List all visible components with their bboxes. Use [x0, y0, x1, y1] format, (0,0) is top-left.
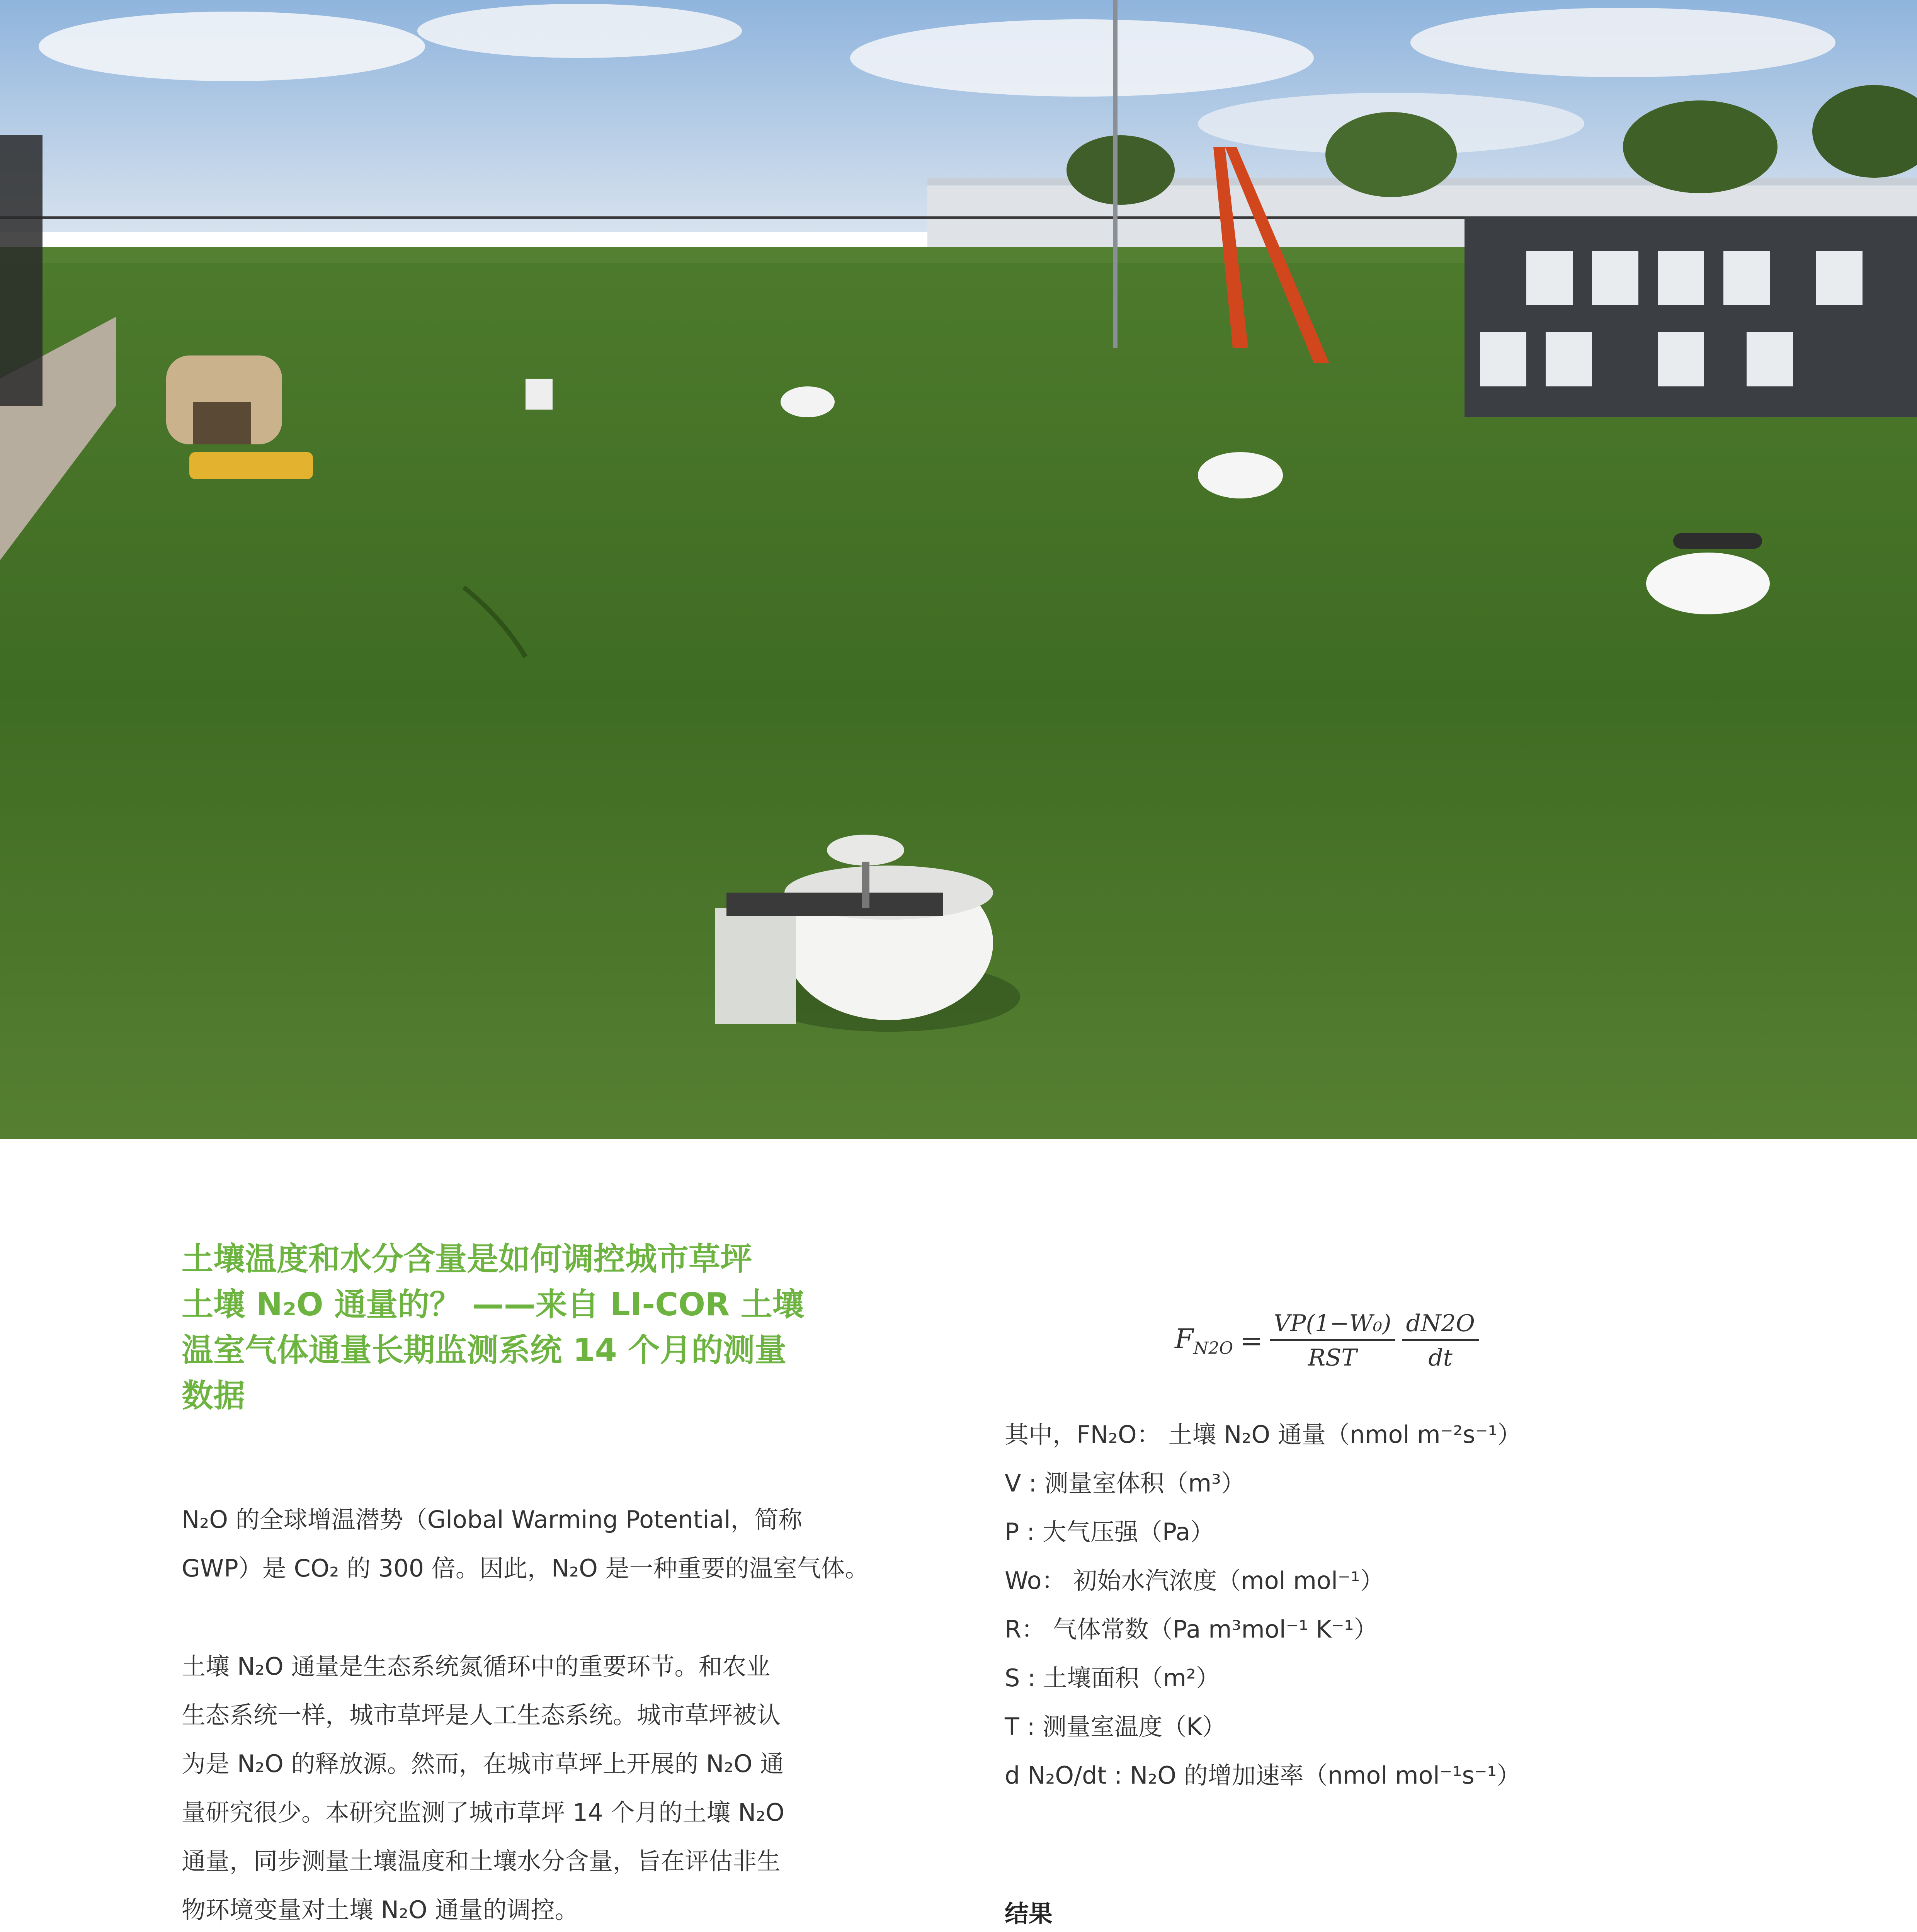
- formula-equals: =: [1240, 1325, 1263, 1357]
- variable-line: V : 测量室体积（m³）: [1005, 1469, 1245, 1497]
- n2o-flux-paragraph: [182, 1642, 916, 1932]
- text-line: N₂O 的全球增温潜势（Global Warming Potential，简称: [182, 1505, 803, 1534]
- text-line: 生态系统一样，城市草坪是人工生态系统。城市草坪被认: [182, 1701, 781, 1729]
- title-line: 土壤温度和水分含量是如何调控城市草坪: [182, 1241, 752, 1277]
- formula-numerator: dN2O: [1402, 1310, 1479, 1341]
- variable-line: Wo： 初始水汽浓度（mol mol⁻¹）: [1005, 1566, 1384, 1595]
- formula-denominator: dt: [1428, 1344, 1453, 1371]
- article-title: [182, 1236, 927, 1419]
- text-line: 物环境变量对土壤 N₂O 通量的调控。: [182, 1896, 579, 1924]
- text-line: 通量，同步测量土壤温度和土壤水分含量，旨在评估非生: [182, 1847, 781, 1875]
- formula-numerator: VP(1−W₀): [1270, 1310, 1395, 1341]
- text-line: 为是 N₂O 的释放源。然而，在城市草坪上开展的 N₂O 通: [182, 1750, 784, 1778]
- variable-line: S : 土壤面积（m²）: [1005, 1664, 1220, 1692]
- variable-line: R： 气体常数（Pa m³mol⁻¹ K⁻¹）: [1005, 1615, 1378, 1643]
- title-line: 温室气体通量长期监测系统 14 个月的测量: [182, 1332, 787, 1369]
- formula-fraction-1: [1270, 1310, 1395, 1371]
- text-line: GWP）是 CO₂ 的 300 倍。因此，N₂O 是一种重要的温室气体。: [182, 1554, 869, 1582]
- title-line: 数据: [182, 1378, 245, 1414]
- variable-line: d N₂O/dt : N₂O 的增加速率（nmol mol⁻¹s⁻¹）: [1005, 1761, 1521, 1789]
- flux-formula: [1175, 1310, 1479, 1371]
- variable-line: T : 测量室温度（K）: [1005, 1713, 1226, 1741]
- formula-lhs: $F_{N2O}$: [1175, 1323, 1233, 1358]
- variable-definitions: [1005, 1410, 1739, 1800]
- formula-denominator: RST: [1308, 1344, 1357, 1371]
- variable-line: 其中，FN₂O： 土壤 N₂O 通量（nmol m⁻²s⁻¹）: [1005, 1420, 1522, 1449]
- intro-paragraph: [182, 1495, 916, 1593]
- results-heading: 结果: [1005, 1900, 1053, 1928]
- formula-fraction-2: [1402, 1310, 1479, 1371]
- text-line: 土壤 N₂O 通量是生态系统氮循环中的重要环节。和农业: [182, 1652, 771, 1680]
- variable-line: P : 大气压强（Pa）: [1005, 1518, 1214, 1546]
- formula-lhs-subscript: N2O: [1193, 1338, 1233, 1358]
- title-line: 土壤 N₂O 通量的？ ——来自 LI-COR 土壤: [182, 1286, 804, 1323]
- text-line: 量研究很少。本研究监测了城市草坪 14 个月的土壤 N₂O: [182, 1798, 785, 1827]
